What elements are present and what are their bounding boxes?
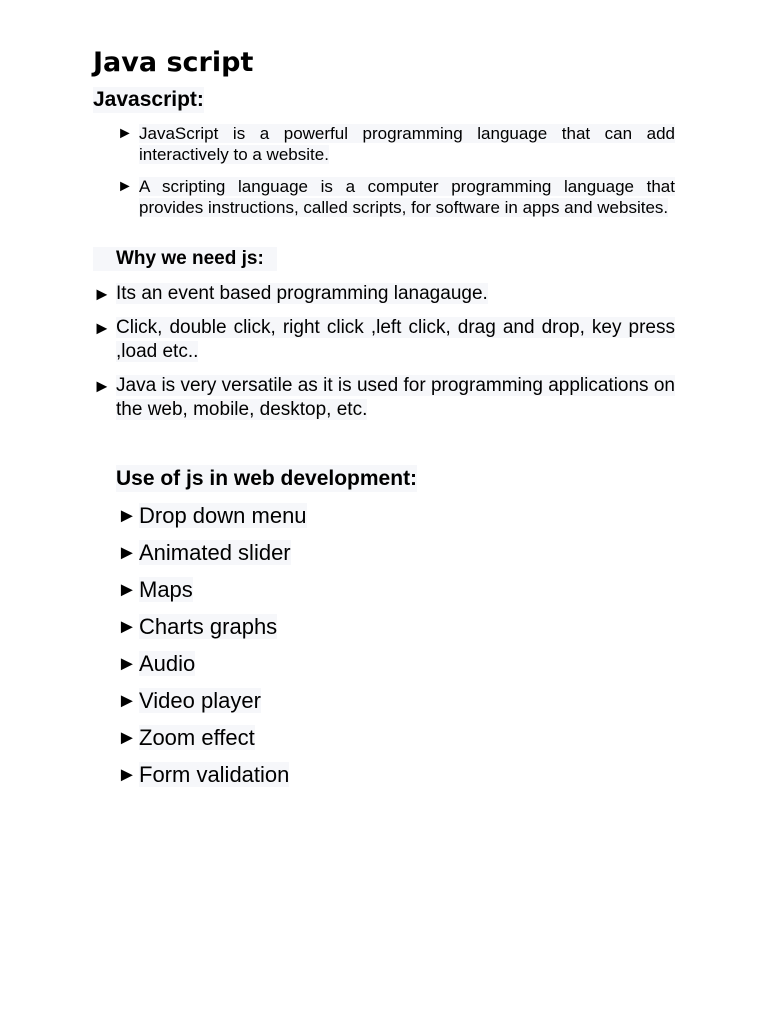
triangle-bullet-icon: ► [93,284,111,304]
list-item [117,687,417,724]
list-item [117,724,417,761]
list-item [117,502,417,539]
list-item [117,761,417,798]
triangle-bullet-icon: ► [93,318,111,338]
list-item [117,576,417,613]
use-heading: Use of js in web development: [116,467,418,490]
list-item [117,539,417,576]
list-item-text: Form validation [139,762,290,787]
triangle-bullet-icon: ► [117,653,137,675]
list-item [93,374,675,422]
list-item-text: Audio [139,651,196,676]
why-list [93,282,675,432]
list-item-text: Charts graphs [139,614,278,639]
list-item-text: Maps [139,577,193,602]
list-item-text: Video player [139,688,261,713]
intro-list [117,123,675,229]
section-heading: Javascript: [93,88,204,111]
triangle-bullet-icon: ► [93,376,111,396]
list-item-text: Animated slider [139,540,291,565]
triangle-bullet-icon: ► [117,764,137,786]
why-heading [93,247,277,271]
list-item [117,650,417,687]
list-item [117,613,417,650]
list-item [93,282,675,306]
list-item-text: Drop down menu [139,503,307,528]
list-item-text: Zoom effect [139,725,255,750]
list-item-text: Its an event based programming lanagauge. [116,283,488,304]
triangle-bullet-icon: ► [117,690,137,712]
triangle-bullet-icon: ► [117,125,133,142]
why-heading-bold: Why we need js [116,248,258,269]
list-item-text: Java is very versatile as it is used for programming applications on the web, mobile, desktop, etc. [116,375,675,420]
list-item [117,176,675,218]
list-item-text: A scripting language is a computer programming language that provides instructions, called scripts, for software in apps and websites. [139,177,675,217]
triangle-bullet-icon: ► [117,616,137,638]
document-title: Java script [93,47,254,78]
list-item [117,123,675,165]
triangle-bullet-icon: ► [117,542,137,564]
triangle-bullet-icon: ► [117,178,133,195]
why-heading-colon: : [257,248,264,269]
use-list [117,502,417,798]
triangle-bullet-icon: ► [117,505,137,527]
list-item-text: JavaScript is a powerful programming language that can add interactively to a website. [139,124,675,164]
list-item [93,316,675,364]
triangle-bullet-icon: ► [117,579,137,601]
list-item-text: Click, double click, right click ,left click, drag and drop, key press ,load etc.. [116,317,675,362]
triangle-bullet-icon: ► [117,727,137,749]
